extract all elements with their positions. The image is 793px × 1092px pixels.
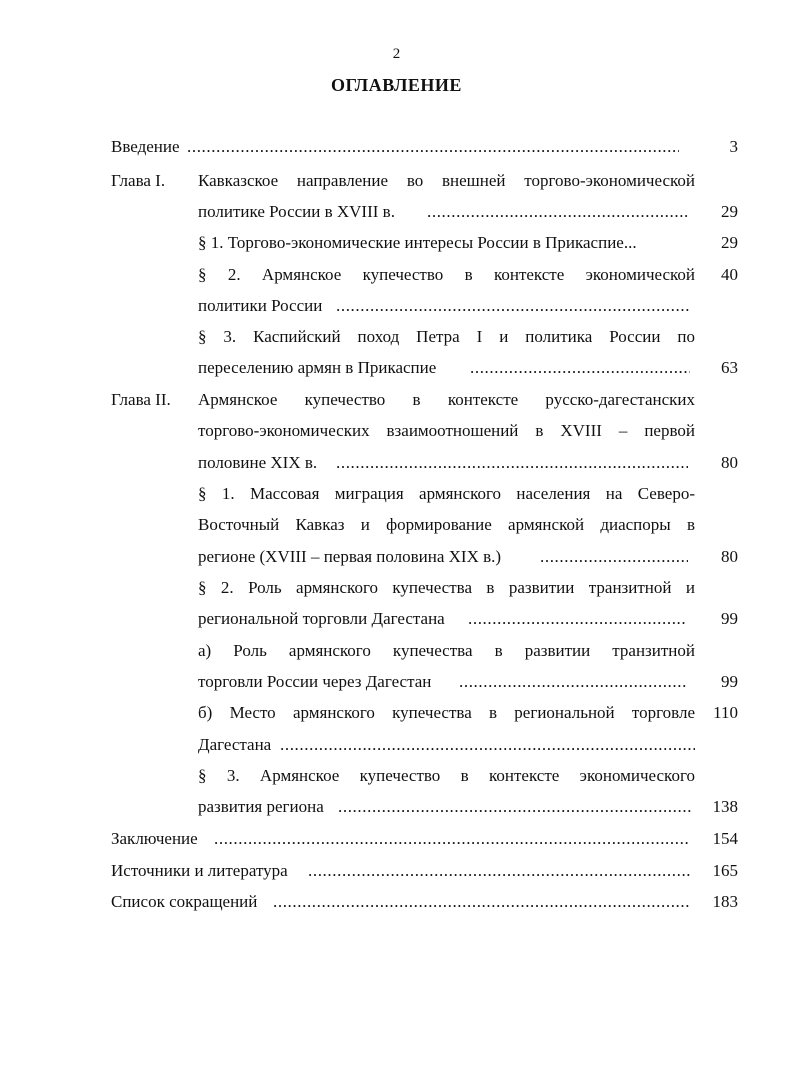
dot-leader: [336, 295, 689, 317]
toc-ch2-s1-page: 80: [721, 547, 738, 566]
toc-ch1-s3-line2: переселению армян в Прикаспие: [198, 358, 437, 377]
toc-ch1-s2-line2: политики России: [198, 296, 323, 315]
dot-leader: [468, 608, 686, 630]
toc-ch2-s3-page: 138: [712, 797, 738, 816]
dot-leader: [280, 734, 695, 756]
toc-ch1-s3-page: 63: [721, 358, 738, 377]
dot-leader: [540, 546, 688, 568]
toc-abbrev-title: Список сокращений: [111, 892, 258, 911]
toc-ch1-title-line1: Кавказское направление во внешней торгово-экономической: [198, 171, 695, 190]
toc-ch2-s1-line3: регионе (XVIII – первая половина XIX в.): [198, 547, 502, 566]
dot-leader: [187, 136, 679, 158]
toc-abbrev-page: 183: [712, 892, 738, 911]
toc-ch2-s2b-page: 110: [713, 703, 738, 722]
toc-ch1-s3-line1: § 3. Каспийский поход Петра I и политика России по: [198, 327, 695, 346]
toc-ch2-s2a-page: 99: [721, 672, 738, 691]
dot-leader: [427, 201, 689, 223]
dot-leader: [470, 357, 690, 379]
toc-ch2-title-line1: Армянское купечество в контексте русско-дагестанских: [198, 390, 695, 409]
dot-leader: [336, 452, 688, 474]
toc-ch1-s2-line1: § 2. Армянское купечество в контексте экономической: [198, 265, 695, 284]
toc-ch1-s1-title: § 1. Торгово-экономические интересы России в Прикаспие...: [198, 233, 637, 252]
toc-intro-page: 3: [729, 137, 738, 156]
toc-ch2-s3-line2: развития региона: [198, 797, 324, 816]
toc-ch2-s2b-line2: Дагестана: [198, 735, 272, 754]
dot-leader: [214, 828, 690, 850]
toc-ch2-s2b-line1: б) Место армянского купечества в региональной торговле: [198, 703, 695, 722]
toc-ch1-title-line2: политике России в XVIII в.: [198, 202, 395, 221]
page-title: ОГЛАВЛЕНИЕ: [331, 75, 462, 95]
toc-ch2-s1-line1: § 1. Массовая миграция армянского населения на Северо-: [198, 484, 695, 503]
toc-ch2-s2-line1: § 2. Роль армянского купечества в развитии транзитной и: [198, 578, 695, 597]
toc-conclusion-page: 154: [712, 829, 738, 848]
dot-leader: [308, 860, 690, 882]
toc-ch1-s1-page: 29: [721, 233, 738, 252]
toc-ch2-title-line3: половине XIX в.: [198, 453, 318, 472]
toc-ch1-page: 29: [721, 202, 738, 221]
toc-ch2-s2-page: 99: [721, 609, 738, 628]
toc-ch2-title-line2: торгово-экономических взаимоотношений в XVIII – первой: [198, 421, 695, 440]
toc-sources-page: 165: [712, 861, 738, 880]
dot-leader: [273, 891, 689, 913]
toc-ch2-s2-line2: региональной торговли Дагестана: [198, 609, 445, 628]
toc-ch1-s2-page: 40: [721, 265, 738, 284]
page-number: 2: [392, 46, 401, 62]
toc-ch2-page: 80: [721, 453, 738, 472]
toc-ch2-s2a-line2: торговли России через Дагестан: [198, 672, 432, 691]
toc-ch2-label: Глава II.: [111, 390, 171, 409]
toc-ch2-s3-line1: § 3. Армянское купечество в контексте экономического: [198, 766, 695, 785]
toc-sources-title: Источники и литература: [111, 861, 288, 880]
toc-intro-title: Введение: [111, 137, 180, 156]
toc-ch2-s2a-line1: а) Роль армянского купечества в развитии транзитной: [198, 641, 695, 660]
toc-conclusion-title: Заключение: [111, 829, 198, 848]
dot-leader: [338, 796, 691, 818]
toc-ch2-s1-line2: Восточный Кавказ и формирование армянской диаспоры в: [198, 515, 695, 534]
toc-ch1-label: Глава I.: [111, 171, 166, 190]
dot-leader: [459, 671, 687, 693]
